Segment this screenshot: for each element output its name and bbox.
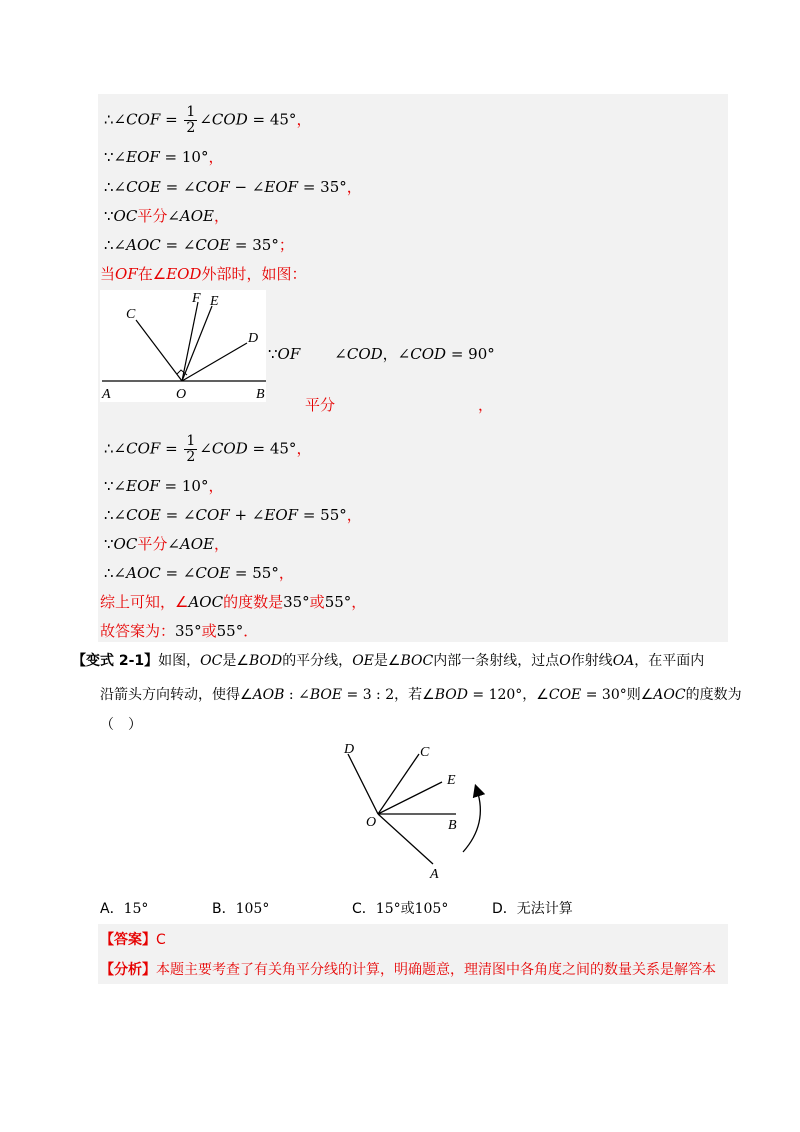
label-f: F <box>192 291 201 306</box>
ray-oe <box>182 306 212 381</box>
ray-oe-2 <box>378 782 442 814</box>
label2-d: D <box>344 742 355 757</box>
ray-oa-2 <box>378 814 433 864</box>
label2-a: A <box>430 867 439 882</box>
label2-o: O <box>366 815 377 830</box>
label-a: A <box>102 387 111 402</box>
choice-c[interactable]: C．15°或105° <box>352 901 449 917</box>
case2-line5: ∴∠AOC = ∠COE = 55°， <box>104 564 294 582</box>
case2-line1: ∴∠COF = $\frac{1}{2}$ ∠COD = 45°， <box>104 433 312 465</box>
case1-line4: ∵OC平分∠AOE， <box>104 207 230 225</box>
rotation-arrow <box>463 790 480 852</box>
figure1-diagram <box>100 290 266 402</box>
answer-line: 【答案】C <box>100 932 166 948</box>
label-b: B <box>256 387 265 402</box>
label-c: C <box>126 307 136 322</box>
label2-e: E <box>447 773 456 788</box>
final-answer-line: 故答案为：35°或55°． <box>100 622 259 640</box>
summary-line: 综上可知，∠AOC的度数是35°或55°， <box>100 593 367 611</box>
question-line2: 沿箭头方向转动，使得∠AOB : ∠BOE = 3 : 2，若∠BOD = 120°，∠COE = 30°则∠AOC的度数为 <box>100 687 742 703</box>
analysis-line: 【分析】本题主要考查了有关角平分线的计算，明确题意，理清图中各角度之间的数量关系是解答本 <box>100 962 716 978</box>
question-line3: （ ） <box>100 717 142 733</box>
case2-line4: ∵OC平分∠AOE， <box>104 535 230 553</box>
case2-side-bisect: 平分 <box>305 396 336 414</box>
case1-line5: ∴∠AOC = ∠COE = 35°； <box>104 236 294 254</box>
fraction-half-2: $\frac{1}{2}$ <box>186 433 196 465</box>
choice-d[interactable]: D．无法计算 <box>492 901 573 917</box>
case2-intro: 当OF在∠EOD外部时，如图： <box>100 265 307 283</box>
choice-b[interactable]: B．105° <box>212 901 270 917</box>
label2-b: B <box>448 818 457 833</box>
fraction-half: $\frac{1}{2}$ <box>186 104 196 136</box>
choice-a[interactable]: A．15° <box>100 901 149 917</box>
question-line1: 【变式 2-1】如图，OC是∠BOD的平分线，OE是∠BOC内部一条射线，过点O作射线OA，在平面内 <box>72 653 705 669</box>
label2-c: C <box>420 745 430 760</box>
label-o: O <box>176 387 187 402</box>
figure1-frame <box>100 290 266 402</box>
label-d: D <box>248 331 259 346</box>
figure2-frame <box>330 736 490 884</box>
case2-line3: ∴∠COE = ∠COF + ∠EOF = 55°， <box>104 506 362 524</box>
ray-oc-2 <box>378 754 419 814</box>
ray-of <box>182 302 198 381</box>
ray-od <box>182 343 247 381</box>
label-e: E <box>210 294 219 309</box>
case2-side-comma: ， <box>478 396 494 414</box>
case1-line3: ∴∠COE = ∠COF − ∠EOF = 35°， <box>104 178 362 196</box>
ray-oc <box>136 320 182 381</box>
case2-line2: ∵∠EOF = 10°， <box>104 477 224 495</box>
case2-side-line1: ∵OF ∠COD，∠COD = 90° <box>268 345 495 363</box>
ray-od-2 <box>348 754 378 814</box>
case1-line1: ∴∠COF = $\frac{1}{2}$ ∠COD = 45°， <box>104 104 312 136</box>
figure2-diagram <box>330 736 490 884</box>
case1-line2: ∵∠EOF = 10°， <box>104 148 224 166</box>
